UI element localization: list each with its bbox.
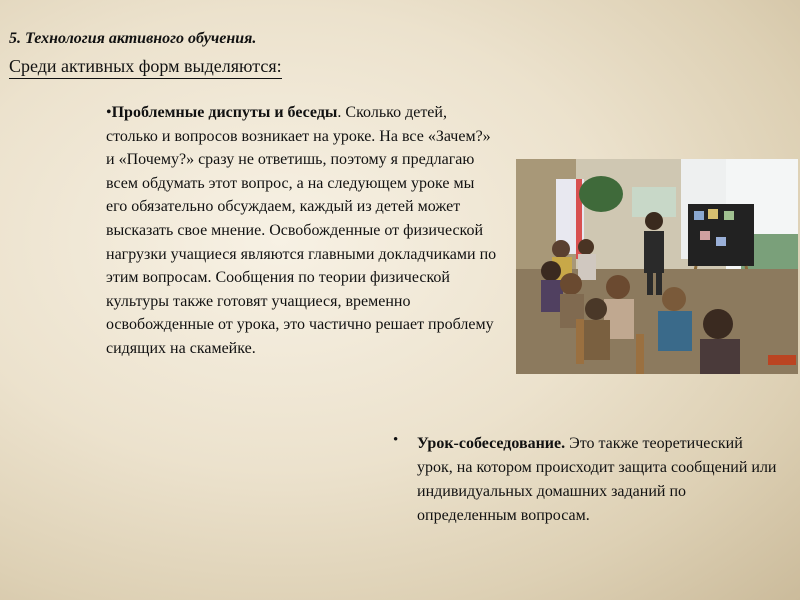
bullet-marker: •	[393, 432, 399, 448]
bullet-item-text: Это также теоретический урок, на котором происходит защита сообщений или индивидуальных домашних заданий по определенным вопросам.	[417, 435, 777, 524]
slide-subheading: Среди активных форм выделяются:	[9, 56, 282, 79]
bullet-item-debates	[106, 101, 498, 361]
bullet-item-text: . Сколько детей, столько и вопросов возникает на уроке. На все «Зачем?» и «Почему?» сразу не ответишь, поэтому я предлагаю всем обдумать этот вопрос, а на следующем уроке мы его обязательно обсуждаем, каждый из детей может высказать свое мнение. Освобожденные от физической нагрузки учащиеся являются главными докладчиками по этим вопросам. Сообщения по теории физической культуры также готовят учащиеся, временно освобожденные от урока, это частично решает проблему сидящих на скамейке.	[106, 104, 497, 357]
bullet-item-interview	[417, 432, 777, 528]
slide-heading: 5. Технология активного обучения.	[9, 30, 257, 47]
bullet-marker: •	[106, 104, 112, 121]
classroom-photo	[516, 159, 798, 374]
bullet-item-title: Проблемные диспуты и беседы	[111, 104, 338, 121]
bullet-item-title: Урок-собеседование.	[417, 435, 566, 452]
